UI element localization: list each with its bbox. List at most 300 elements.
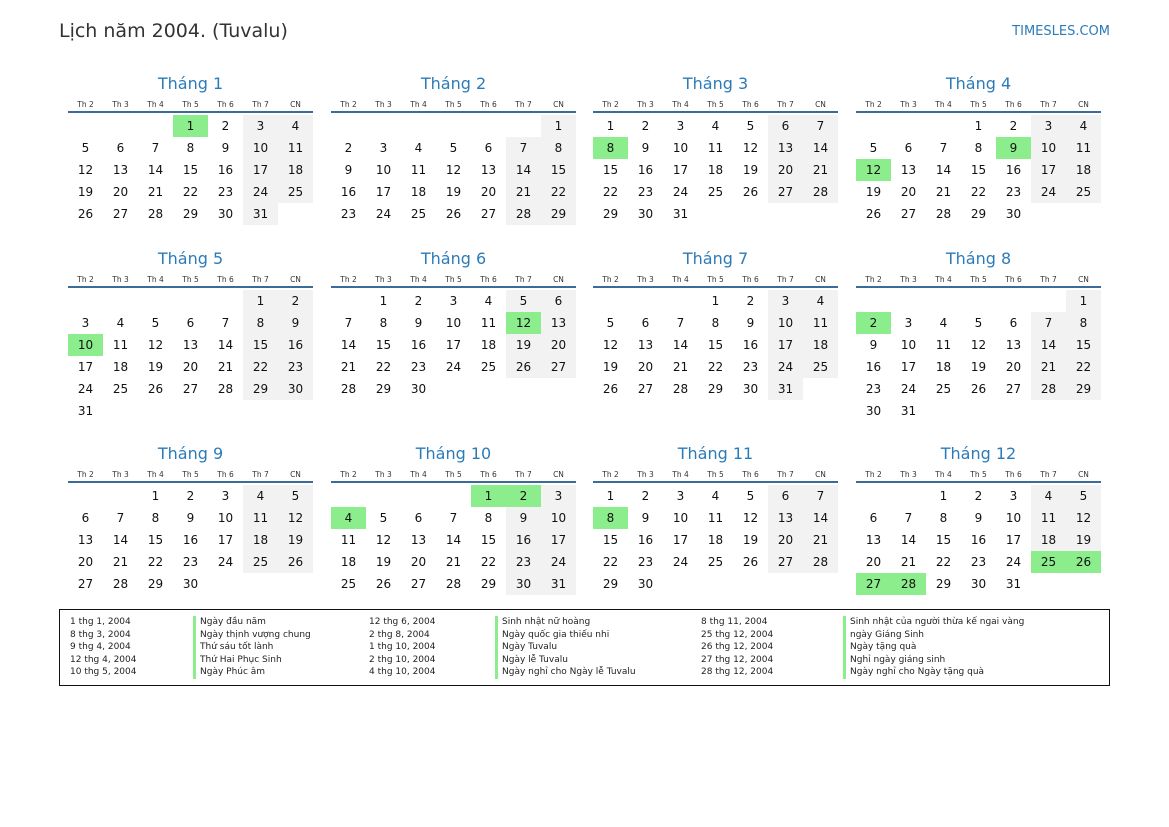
legend-date: 8 thg 3, 2004	[70, 629, 131, 640]
weekday-label: Th 5	[182, 275, 199, 284]
day-cell: 19	[375, 555, 392, 569]
month-title: Tháng 8	[945, 249, 1012, 268]
weekday-label: Th 6	[480, 470, 497, 479]
day-cell: 7	[506, 137, 541, 159]
empty-cell	[103, 115, 138, 137]
weekday-label: Th 4	[935, 275, 952, 284]
day-cell: 14	[803, 137, 838, 159]
day-cell: 25	[480, 360, 497, 374]
weekday-label: CN	[290, 275, 301, 284]
day-cell: 16	[217, 163, 234, 177]
empty-cell	[856, 485, 891, 507]
day-cell: 17	[900, 360, 917, 374]
day-cell: 11	[707, 141, 724, 155]
day-cell: 6	[414, 511, 423, 525]
holiday-day-cell: 1	[173, 115, 208, 137]
day-cell: 3	[81, 316, 90, 330]
month-block	[68, 248, 313, 422]
weekday-header	[68, 99, 313, 113]
day-cell: 21	[803, 159, 838, 181]
day-cell: 22	[970, 185, 987, 199]
day-cell: 6	[768, 485, 803, 507]
day-cell: 11	[480, 316, 497, 330]
day-cell: 14	[1031, 334, 1066, 356]
day-cell: 10	[1005, 511, 1022, 525]
legend-date: 1 thg 1, 2004	[70, 617, 131, 627]
weekday-header	[331, 469, 576, 483]
weekday-label: Th 2	[865, 470, 882, 479]
day-cell: 8	[484, 511, 493, 525]
holiday-day-cell: 2	[856, 312, 891, 334]
day-cell: 19	[865, 185, 882, 199]
day-grid	[856, 113, 1101, 225]
day-cell: 24	[243, 181, 278, 203]
weekday-label: Th 6	[217, 275, 234, 284]
day-cell: 22	[602, 555, 619, 569]
day-cell: 7	[676, 316, 685, 330]
day-cell: 11	[935, 338, 952, 352]
day-cell: 15	[602, 533, 619, 547]
day-cell: 22	[602, 185, 619, 199]
weekday-label: Th 4	[672, 275, 689, 284]
month-block	[856, 443, 1101, 595]
day-cell: 23	[637, 555, 654, 569]
day-cell: 13	[1005, 338, 1022, 352]
day-cell: 31	[768, 378, 803, 400]
day-cell: 25	[803, 356, 838, 378]
day-cell: 15	[375, 338, 392, 352]
day-cell: 21	[147, 185, 164, 199]
day-cell: 26	[602, 382, 619, 396]
legend-holiday-name: Ngày quốc gia thiếu nhi	[495, 629, 609, 642]
empty-cell	[926, 290, 961, 312]
day-cell: 25	[707, 185, 724, 199]
month-title: Tháng 9	[157, 444, 224, 463]
day-cell: 11	[243, 507, 278, 529]
weekday-label: Th 5	[445, 100, 462, 109]
day-cell: 24	[1005, 555, 1022, 569]
day-cell: 23	[865, 382, 882, 396]
day-cell: 3	[676, 489, 685, 503]
legend-date: 12 thg 6, 2004	[369, 617, 436, 627]
day-cell: 1	[939, 489, 948, 503]
day-cell: 9	[641, 511, 650, 525]
day-cell: 14	[900, 533, 917, 547]
weekday-label: Th 3	[900, 470, 917, 479]
day-cell: 14	[112, 533, 129, 547]
empty-cell	[138, 115, 173, 137]
day-cell: 19	[742, 533, 759, 547]
weekday-label: Th 5	[707, 100, 724, 109]
holiday-day-cell: 27	[856, 573, 891, 595]
day-cell: 10	[445, 316, 462, 330]
day-cell: 8	[243, 312, 278, 334]
day-cell: 25	[112, 382, 129, 396]
empty-cell	[996, 290, 1031, 312]
site-link[interactable]: TIMESLES.COM	[1012, 24, 1110, 39]
weekday-label: Th 7	[1040, 470, 1057, 479]
day-cell: 22	[935, 555, 952, 569]
day-cell: 4	[711, 119, 720, 133]
legend-holiday-name: Ngày nghỉ cho Ngày tặng quà	[843, 666, 984, 679]
weekday-label: Th 2	[602, 100, 619, 109]
day-cell: 26	[865, 207, 882, 221]
day-cell: 5	[746, 489, 755, 503]
day-cell: 3	[676, 119, 685, 133]
day-cell: 2	[746, 294, 755, 308]
weekday-label: Th 2	[602, 470, 619, 479]
day-cell: 17	[445, 338, 462, 352]
day-cell: 15	[1066, 334, 1101, 356]
day-cell: 2	[186, 489, 195, 503]
day-cell: 2	[641, 489, 650, 503]
weekday-label: Th 5	[970, 275, 987, 284]
weekday-label: Th 5	[970, 470, 987, 479]
day-cell: 20	[541, 334, 576, 356]
day-cell: 24	[672, 185, 689, 199]
month-title: Tháng 10	[415, 444, 492, 463]
day-cell: 4	[116, 316, 125, 330]
weekday-label: Th 7	[252, 275, 269, 284]
day-cell: 29	[243, 378, 278, 400]
day-cell: 15	[147, 533, 164, 547]
weekday-label: Th 5	[707, 470, 724, 479]
weekday-label: CN	[553, 470, 564, 479]
day-cell: 4	[243, 485, 278, 507]
day-cell: 31	[900, 404, 917, 418]
day-cell: 21	[112, 555, 129, 569]
day-cell: 5	[506, 290, 541, 312]
weekday-label: Th 7	[515, 470, 532, 479]
day-cell: 4	[1031, 485, 1066, 507]
legend-holiday-name: ngày Giáng Sinh	[843, 629, 924, 642]
day-cell: 13	[182, 338, 199, 352]
month-title: Tháng 4	[945, 74, 1012, 93]
weekday-label: CN	[290, 100, 301, 109]
weekday-label: CN	[1078, 470, 1089, 479]
day-cell: 28	[217, 382, 234, 396]
day-cell: 13	[480, 163, 497, 177]
day-cell: 26	[742, 185, 759, 199]
day-cell: 14	[147, 163, 164, 177]
day-cell: 24	[672, 555, 689, 569]
day-cell: 22	[541, 181, 576, 203]
empty-cell	[506, 115, 541, 137]
day-cell: 30	[970, 577, 987, 591]
weekday-label: Th 3	[637, 100, 654, 109]
empty-cell	[436, 485, 471, 507]
legend-date: 9 thg 4, 2004	[70, 642, 131, 653]
month-block	[593, 443, 838, 595]
day-cell: 6	[541, 290, 576, 312]
day-cell: 16	[637, 163, 654, 177]
day-cell: 19	[147, 360, 164, 374]
legend-date: 2 thg 8, 2004	[369, 629, 430, 640]
empty-cell	[891, 115, 926, 137]
day-grid	[593, 483, 838, 595]
day-cell: 30	[1005, 207, 1022, 221]
weekday-label: Th 6	[217, 100, 234, 109]
weekday-label: Th 4	[410, 100, 427, 109]
weekday-label: Th 3	[637, 275, 654, 284]
month-block	[331, 73, 576, 225]
month-block	[593, 248, 838, 400]
legend-date: 12 thg 4, 2004	[70, 654, 137, 665]
weekday-label: Th 6	[742, 470, 759, 479]
day-cell: 7	[1031, 312, 1066, 334]
day-cell: 28	[506, 203, 541, 225]
empty-cell	[68, 485, 103, 507]
empty-cell	[628, 290, 663, 312]
empty-cell	[103, 290, 138, 312]
day-cell: 28	[112, 577, 129, 591]
weekday-label: Th 7	[777, 470, 794, 479]
month-title: Tháng 1	[157, 74, 224, 93]
legend-holiday-name: Ngày lễ Tuvalu	[495, 654, 568, 667]
day-cell: 18	[707, 533, 724, 547]
day-cell: 22	[147, 555, 164, 569]
holiday-day-cell: 12	[856, 159, 891, 181]
day-cell: 18	[1031, 529, 1066, 551]
empty-cell	[173, 290, 208, 312]
day-cell: 3	[449, 294, 458, 308]
day-cell: 4	[711, 489, 720, 503]
day-cell: 2	[641, 119, 650, 133]
legend-holiday-name: Thứ sáu tốt lành	[193, 641, 273, 654]
weekday-label: Th 4	[672, 100, 689, 109]
day-cell: 10	[1031, 137, 1066, 159]
day-cell: 1	[974, 119, 983, 133]
day-cell: 13	[77, 533, 94, 547]
day-cell: 2	[1009, 119, 1018, 133]
weekday-label: CN	[1078, 100, 1089, 109]
day-cell: 2	[414, 294, 423, 308]
day-cell: 30	[742, 382, 759, 396]
day-cell: 29	[375, 382, 392, 396]
day-cell: 9	[221, 141, 230, 155]
day-cell: 16	[1005, 163, 1022, 177]
day-cell: 16	[278, 334, 313, 356]
empty-cell	[208, 290, 243, 312]
empty-cell	[891, 485, 926, 507]
day-cell: 24	[217, 555, 234, 569]
empty-cell	[926, 115, 961, 137]
weekday-label: Th 3	[112, 100, 129, 109]
day-cell: 20	[637, 360, 654, 374]
day-cell: 14	[217, 338, 234, 352]
day-cell: 6	[81, 511, 90, 525]
day-cell: 12	[445, 163, 462, 177]
legend-date: 8 thg 11, 2004	[701, 617, 768, 627]
day-cell: 28	[672, 382, 689, 396]
legend-holiday-name: Thứ Hai Phục Sinh	[193, 654, 282, 667]
weekday-label: Th 3	[375, 100, 392, 109]
legend-holiday-name: Ngày Phúc âm	[193, 666, 265, 679]
day-cell: 30	[637, 577, 654, 591]
weekday-label: Th 6	[1005, 470, 1022, 479]
weekday-label: Th 4	[672, 470, 689, 479]
holiday-day-cell: 26	[1066, 551, 1101, 573]
day-cell: 12	[1066, 507, 1101, 529]
day-cell: 26	[278, 551, 313, 573]
day-cell: 13	[112, 163, 129, 177]
weekday-label: CN	[290, 470, 301, 479]
legend-holiday-name: Ngày nghỉ cho Ngày lễ Tuvalu	[495, 666, 636, 679]
day-cell: 22	[375, 360, 392, 374]
day-cell: 14	[340, 338, 357, 352]
legend-date: 4 thg 10, 2004	[369, 667, 436, 678]
day-grid	[331, 288, 576, 400]
day-cell: 23	[506, 551, 541, 573]
empty-cell	[331, 290, 366, 312]
day-cell: 10	[541, 507, 576, 529]
day-cell: 3	[379, 141, 388, 155]
day-cell: 7	[803, 115, 838, 137]
weekday-label: Th 2	[340, 275, 357, 284]
day-cell: 5	[1066, 485, 1101, 507]
day-cell: 24	[900, 382, 917, 396]
day-cell: 25	[935, 382, 952, 396]
day-cell: 5	[151, 316, 160, 330]
empty-cell	[1031, 290, 1066, 312]
day-cell: 6	[186, 316, 195, 330]
day-cell: 30	[865, 404, 882, 418]
day-cell: 24	[375, 207, 392, 221]
weekday-label: Th 3	[900, 100, 917, 109]
day-cell: 28	[445, 577, 462, 591]
weekday-label: Th 7	[1040, 275, 1057, 284]
day-cell: 21	[803, 529, 838, 551]
day-cell: 25	[707, 555, 724, 569]
day-cell: 12	[742, 511, 759, 525]
weekday-label: CN	[815, 100, 826, 109]
day-cell: 13	[637, 338, 654, 352]
day-cell: 17	[375, 185, 392, 199]
day-cell: 28	[935, 207, 952, 221]
day-cell: 7	[449, 511, 458, 525]
day-cell: 1	[379, 294, 388, 308]
weekday-header	[593, 274, 838, 288]
day-cell: 11	[410, 163, 427, 177]
weekday-header	[68, 469, 313, 483]
day-cell: 18	[243, 529, 278, 551]
legend-date: 26 thg 12, 2004	[701, 642, 774, 653]
day-cell: 7	[221, 316, 230, 330]
day-cell: 19	[602, 360, 619, 374]
day-cell: 29	[935, 577, 952, 591]
day-grid	[331, 483, 576, 595]
day-cell: 22	[1066, 356, 1101, 378]
holiday-day-cell: 10	[68, 334, 103, 356]
day-cell: 21	[340, 360, 357, 374]
day-cell: 29	[707, 382, 724, 396]
day-cell: 19	[77, 185, 94, 199]
day-cell: 30	[217, 207, 234, 221]
day-cell: 26	[375, 577, 392, 591]
day-cell: 31	[541, 573, 576, 595]
holiday-day-cell: 2	[506, 485, 541, 507]
legend-holiday-name: Sinh nhật của người thừa kế ngai vàng	[843, 616, 1024, 629]
day-cell: 4	[803, 290, 838, 312]
day-cell: 20	[900, 185, 917, 199]
weekday-label: Th 6	[1005, 275, 1022, 284]
day-cell: 15	[243, 334, 278, 356]
day-cell: 27	[77, 577, 94, 591]
weekday-label: Th 5	[445, 275, 462, 284]
weekday-label: Th 2	[340, 470, 357, 479]
day-cell: 23	[340, 207, 357, 221]
day-cell: 12	[602, 338, 619, 352]
day-cell: 28	[147, 207, 164, 221]
empty-cell	[401, 485, 436, 507]
weekday-label: CN	[553, 100, 564, 109]
weekday-label: CN	[815, 275, 826, 284]
day-cell: 10	[672, 141, 689, 155]
day-cell: 2	[974, 489, 983, 503]
day-cell: 19	[506, 334, 541, 356]
day-cell: 27	[541, 356, 576, 378]
day-cell: 18	[803, 334, 838, 356]
day-cell: 24	[1031, 181, 1066, 203]
day-cell: 13	[865, 533, 882, 547]
day-grid	[593, 288, 838, 400]
day-cell: 25	[278, 181, 313, 203]
weekday-label: Th 2	[602, 275, 619, 284]
day-cell: 6	[1009, 316, 1018, 330]
legend-date: 25 thg 12, 2004	[701, 629, 774, 640]
day-cell: 12	[278, 507, 313, 529]
month-title: Tháng 11	[677, 444, 754, 463]
day-cell: 29	[480, 577, 497, 591]
weekday-header	[593, 99, 838, 113]
day-grid	[331, 113, 576, 225]
legend-holiday-name: Sinh nhật nữ hoàng	[495, 616, 590, 629]
day-cell: 2	[221, 119, 230, 133]
day-cell: 5	[81, 141, 90, 155]
day-cell: 20	[182, 360, 199, 374]
day-cell: 13	[541, 312, 576, 334]
day-cell: 10	[672, 511, 689, 525]
day-cell: 18	[935, 360, 952, 374]
weekday-label: Th 4	[147, 275, 164, 284]
weekday-label: Th 4	[410, 275, 427, 284]
day-cell: 2	[344, 141, 353, 155]
day-cell: 4	[484, 294, 493, 308]
day-cell: 18	[340, 555, 357, 569]
month-block	[856, 73, 1101, 225]
day-cell: 11	[1031, 507, 1066, 529]
day-cell: 21	[1031, 356, 1066, 378]
day-grid	[68, 113, 313, 225]
day-cell: 25	[1066, 181, 1101, 203]
holiday-legend	[59, 609, 1110, 686]
day-cell: 14	[672, 338, 689, 352]
day-cell: 4	[278, 115, 313, 137]
day-cell: 20	[77, 555, 94, 569]
day-cell: 17	[1005, 533, 1022, 547]
day-cell: 26	[445, 207, 462, 221]
day-cell: 9	[641, 141, 650, 155]
weekday-label: Th 3	[375, 275, 392, 284]
weekday-label: Th 3	[637, 470, 654, 479]
day-cell: 28	[1031, 378, 1066, 400]
day-cell: 11	[803, 312, 838, 334]
day-cell: 5	[278, 485, 313, 507]
weekday-header	[856, 469, 1101, 483]
day-cell: 19	[445, 185, 462, 199]
weekday-label: Th 3	[900, 275, 917, 284]
day-cell: 3	[904, 316, 913, 330]
